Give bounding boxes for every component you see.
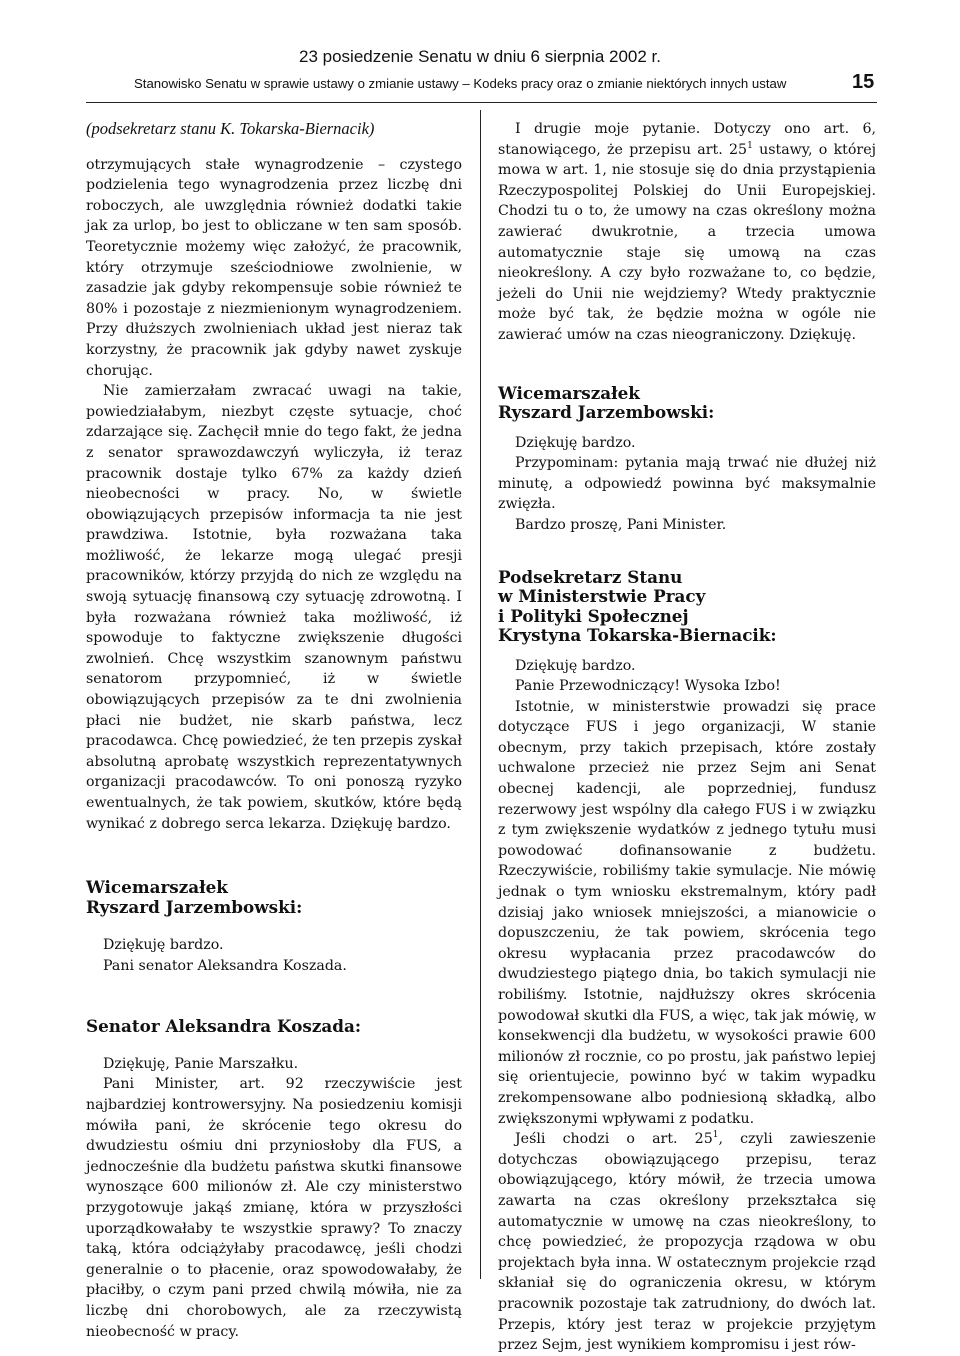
paragraph: Przypominam: pytania mają trwać nie dłużej niż minutę, a odpowiedź powinna być maksymalnie zwięzła. (498, 455, 876, 513)
paragraph: otrzymujących stałe wynagrodzenie – czystego podzielenia tego wynagrodzenia przez liczbę dni roboczych, ale uwzględnia również dodatki takie jak za urlop, bo jest to obliczane w ten sam sposób. Teoretycznie możemy więc założyć, że pracownik, który otrzymuje sześciodniowe zwolnienie, w zasadzie jak gdyby rekompensuje sobie również te 80% i pozostaje z niezmienionym wynagrodzeniem. Przy dłuższych zwolnieniach układ jest nieraz tak korzystny, że pracownik jak gdyby nawet zyskuje chorując. (86, 156, 462, 379)
text-run: I drugie moje pytanie. Dotyczy ono art. 6, stanowiącego, że przepisu art. 25 (498, 121, 876, 158)
running-header-subtitle: Stanowisko Senatu w sprawie ustawy o zmianie ustawy – Kodeks pracy oraz o zmianie niektórych innych ustaw (134, 76, 787, 91)
superscript: 1 (747, 140, 753, 151)
speaker-role: Podsekretarz Stanu (498, 566, 683, 587)
continuation-caption: (podsekretarz stanu K. Tokarska-Biernacik) (86, 119, 375, 138)
right-column (498, 119, 876, 1356)
paragraph: Bardzo proszę, Pani Minister. (515, 516, 727, 533)
paragraph: Dziękuję, Panie Marszałku. (103, 1055, 299, 1072)
paragraph: Panie Przewodniczący! Wysoka Izbo! (515, 678, 781, 695)
speaker-name: Ryszard Jarzembowski: (498, 402, 715, 423)
speaker-name: Krystyna Tokarska-Biernacik: (498, 625, 777, 645)
column-divider (480, 110, 481, 1279)
superscript: 1 (712, 1130, 719, 1141)
paragraph (498, 119, 876, 346)
speaker-role: Wicemarszałek (86, 877, 228, 898)
text-run: , czyli zawieszenie dotychczas obowiązującego przepisu, teraz obowiązującego, który mówił, że trzecia umowa zawarta na czas określony przekształca się automatycznie w umowę na czas nieokreślony, to chcę powiedzieć, że propozycja rządowa w obu projektach była inna. W ostatecznym projekcie rząd skłaniał się do ograniczenia okresu, w którym pracownik pozostaje tak zatrudniony, do dwóch lat. Przepis, który jest teraz w projekcie przyjętym przez Sejm, jest wynikiem kompromisu i jest rów- (498, 1131, 876, 1354)
paragraph: Pani senator Aleksandra Koszada. (103, 957, 347, 974)
page-number: 15 (852, 71, 875, 93)
paragraph: Istotnie, w ministerstwie prowadzi się prace dotyczące FUS i jego organizacji, W stanie obecnym, przy takich przepisach, które zostały uchwalone przecież nie przez Sejm ani Senat obecnej kadencji, ale poprzedniej, fundusz rezerwowy jest wspólny dla całego FUS i w związku z tym zwiększenie wydatków z jednego tytułu musi powodować dofinansowanie z budżetu. Rzeczywiście, robiliśmy takie symulacje. Nie mówię jednak o tym wniosku ekstremalnym, który padł dzisiaj jako wniosek mniejszości, a mianowicie o dopuszczeniu, że tak powiem, skrócenia tego okresu wypłacania przez pracodawców do dwudziestego piątego dnia, bo takich symulacji nie robiliśmy. Istotnie, najdłuższy okres skrócenia powodował skutki dla FUS, a więc, tak jak mówię, w konsekwencji dla budżetu, w wysokości prawie 600 milionów zł rocznie, co po prostu, jak państwo lepiej się orientujecie, powinno być w takim wypadku zrekompensowane albo podniesioną składką, albo zwiększonymi wpływami z podatku. (498, 698, 876, 1127)
left-column (86, 119, 462, 1342)
speaker-role: i Polityki Społecznej (498, 605, 689, 626)
speaker-heading (498, 384, 876, 423)
text-run: ustawy, o której mowa w art. 1, nie stosuje się do dnia przystąpienia Rzeczypospolitej Polskiej do Unii Europejskiej. Chodzi tu o to, że umowy na czas określony można zawierać dwukrotnie, a trzecia umowa automatycznie staje się umową na czas nieokreślony. A czy było rozważane to, co będzie, jeżeli do Unii nie wejdziemy? Wtedy praktycznie może być tak, że będzie można w ogóle nie zawierać umów na czas nieograniczony. Dziękuję. (498, 141, 876, 343)
text-run: Jeśli chodzi o art. 25 (515, 1131, 713, 1148)
speaker-role: w Ministerstwie Pracy (498, 586, 706, 606)
speaker-name: Senator Aleksandra Koszada: (86, 1016, 362, 1037)
paragraph: Dziękuję bardzo. (515, 434, 636, 451)
paragraph (498, 1129, 876, 1356)
speaker-heading (498, 568, 876, 646)
paragraph: Nie zamierzałam zwracać uwagi na takie, powiedziałabym, niezbyt częste sytuacje, choć zdarzające się. Zachęcił mnie do tego fakt, że jedna z senator sprawozdawczyń wyliczyła, iż teraz pracownik dostaje tylko 67% za każdy dzień nieobecności w pracy. No, w świetle obowiązujących przepisów informacja ta nie jest prawdziwa. Istotnie, była rozważana taka możliwość, że lekarze mogą ulegać presji pracowników, którzy przyjdą do nich ze względu na swoją sytuację finansową czy sytuację zdrowotną. I była rozważana również taka możliwość, iż spowoduje to faktyczne zwiększenie długości zwolnień. Chcę wszystkim szanownym państwu senatorom przypomnieć, iż w świetle obowiązujących przepisów za te dni zwolnienia płaci nie budżet, nie skarb państwa, lecz pracodawca. Chcę powiedzieć, że ten przepis zyskał absolutną aprobatę wszystkich reprezentatywnych organizacji pracodawców. To oni ponoszą ryzyko ewentualnych, że tak powiem, skutków, które będą wynikać z dobrego serca lekarza. Dziękuję bardzo. (86, 383, 462, 832)
paragraph: Pani Minister, art. 92 rzeczywiście jest najbardziej kontrowersyjny. Na posiedzeniu komisji mówiła pani, że skrócenie tego okresu do dwudziestu ośmiu dni przyniosłoby dla FUS, a jednocześnie dla budżetu państwa skutki finansowe wynoszące 600 milionów zł. Ale czy ministerstwo przygotowuje jakąś zmianę, która w przyszłości uporządkowałaby te wszystkie sprawy? To znaczy taką, która odciążyłaby pracodawcę, jeśli chodzi generalnie o to płacenie, oraz spowodowałaby, że płaciłby, o czym pani przed chwilą mówiła, nie za liczbę dni chorobowych, ale za rzeczywistą nieobecność w pracy. (86, 1076, 462, 1340)
header-rule (86, 102, 877, 103)
paragraph: Dziękuję bardzo. (515, 657, 636, 674)
speaker-name: Ryszard Jarzembowski: (86, 896, 303, 917)
speaker-heading (86, 1017, 462, 1037)
paragraph: Dziękuję bardzo. (103, 937, 224, 954)
speaker-heading (86, 878, 462, 917)
running-header-title: 23 posiedzenie Senatu w dniu 6 sierpnia 2002 r. (299, 47, 661, 66)
speaker-role: Wicemarszałek (498, 382, 640, 403)
